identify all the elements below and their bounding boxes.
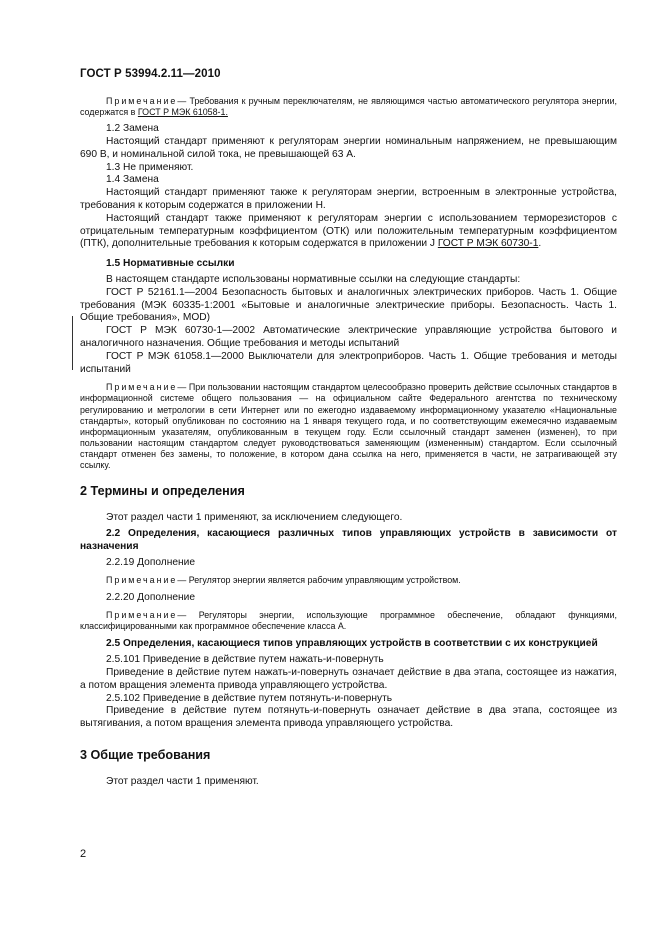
link-gost-60730[interactable]: ГОСТ Р МЭК 60730-1 <box>437 238 539 250</box>
section-2-heading: 2 Термины и определения <box>80 484 245 499</box>
section-2-2-heading: 2.2 Определения, касающиеся различных типов управляющих устройств в зависимости от назначения <box>80 527 617 552</box>
note-manual-switches: Примечание— Требования к ручным переключателям, не являющимся частью автоматического регулятора энергии, содержатся в ГОСТ Р МЭК 61058-1. <box>80 96 617 118</box>
reference-gost-52161: ГОСТ Р 52161.1—2004 Безопасность бытовых и аналогичных электрических приборов. Часть 1. Общие требования (МЭК 60335-1:2001 «Бытовые и аналогичные электрические приборы. Безопасность. Часть 1. Общие требования», MOD) <box>80 286 617 324</box>
page-content <box>80 92 617 789</box>
note-label: Примечание <box>106 382 178 393</box>
section-1-5-heading: 1.5 Нормативные ссылки <box>106 258 235 270</box>
reference-gost-61058: ГОСТ Р МЭК 61058.1—2000 Выключатели для электроприборов. Часть 1. Общие требования и методы испытаний <box>80 350 617 375</box>
note-references: Примечание— При пользовании настоящим стандартом целесообразно проверить действие ссылочных стандартов в информационной системе общего пользования — на официальном сайте Федерального агентства по техническому регулированию и метрологии в сети Интернет или по ежегодно издаваемому информационному указателю «Национальные стандарты», который опубликован по состоянию на 1 января текущего года, и по соответствующим ежемесячно издаваемым информационным указателям, опубликованным в текущем году. Если ссылочный стандарт заменен (изменен), то при пользовании настоящим стандартом следует руководствоваться заменяющим (измененным) стандартом. Если ссылочный стандарт отменен без замены, то положение, в котором дана ссылка на него, применяется в части, не затрагивающей эту ссылку. <box>80 382 617 470</box>
clause-1-4-text-1: Настоящий стандарт применяют также к регуляторам энергии, встроенным в электронные устройства, требования к которым содержатся в приложении Н. <box>80 187 617 211</box>
reference-gost-60730: ГОСТ Р МЭК 60730-1—2002 Автоматические электрические управляющие устройства бытового и аналогичного назначения. Общие требования и методы испытаний <box>80 325 617 349</box>
revision-margin-bar <box>72 316 73 370</box>
link-gost-61058[interactable]: ГОСТ Р МЭК 61058-1. <box>137 107 228 118</box>
clause-2-5-102-text: Приведение в действие путем потянуть-и-повернуть означает действие в два этапа, состоящее из вытягивания, а потом вращения элемента привода управляющего устройства. <box>80 705 617 730</box>
section-3-heading: 3 Общие требования <box>80 747 211 762</box>
section-2-intro: Этот раздел части 1 применяют, за исключением следующего. <box>106 512 403 524</box>
clause-2-5-102-heading: 2.5.102 Приведение в действие путем потянуть-и-повернуть <box>106 692 393 704</box>
note-label: Примечание <box>106 96 178 106</box>
clause-1-2-heading: 1.2 Замена <box>106 123 159 135</box>
section-2-5-heading: 2.5 Определения, касающиеся типов управляющих устройств в соответствии с их конструкцией <box>106 638 598 650</box>
clause-2-5-101-heading: 2.5.101 Приведение в действие путем нажать-и-повернуть <box>106 654 384 666</box>
page-number: 2 <box>80 848 87 860</box>
note-2-2-19: Примечание— Регулятор энергии является рабочим управляющим устройством. <box>106 575 461 586</box>
clause-1-2-text: Настоящий стандарт применяют к регуляторам энергии номинальным напряжением, не превышающим 690 В, и номинальной силой тока, не превышающей 63 А. <box>80 135 617 160</box>
note-2-2-20: Примечание— Регуляторы энергии, использующие программное обеспечение, обладают функциями, классифицированными как программное обеспечение класса А. <box>80 610 617 632</box>
clause-1-4-heading: 1.4 Замена <box>106 174 159 186</box>
clause-1-3: 1.3 Не применяют. <box>106 161 194 173</box>
standard-id-header: ГОСТ Р 53994.2.11—2010 <box>80 68 221 80</box>
clause-1-4-text-2: Настоящий стандарт также применяют к регуляторам энергии с использованием терморезисторов с отрицательным температурным коэффициентом (ОТК) или положительным температурным коэффициентом (ПТК), дополнительные требования к которым содержатся в приложении J ГОСТ Р МЭК 60730-1. <box>80 212 617 250</box>
note-label: Примечание <box>106 610 178 621</box>
clause-2-2-19: 2.2.19 Дополнение <box>106 557 196 569</box>
references-intro: В настоящем стандарте использованы нормативные ссылки на следующие стандарты: <box>106 273 521 285</box>
clause-2-5-101-text: Приведение в действие путем нажать-и-повернуть означает действие в два этапа, состоящее из нажатия, а потом вращения элемента привода управляющего устройства. <box>80 666 617 691</box>
note-label: Примечание <box>106 575 178 586</box>
clause-2-2-20: 2.2.20 Дополнение <box>106 592 196 604</box>
section-3-intro: Этот раздел части 1 применяют. <box>106 775 259 787</box>
